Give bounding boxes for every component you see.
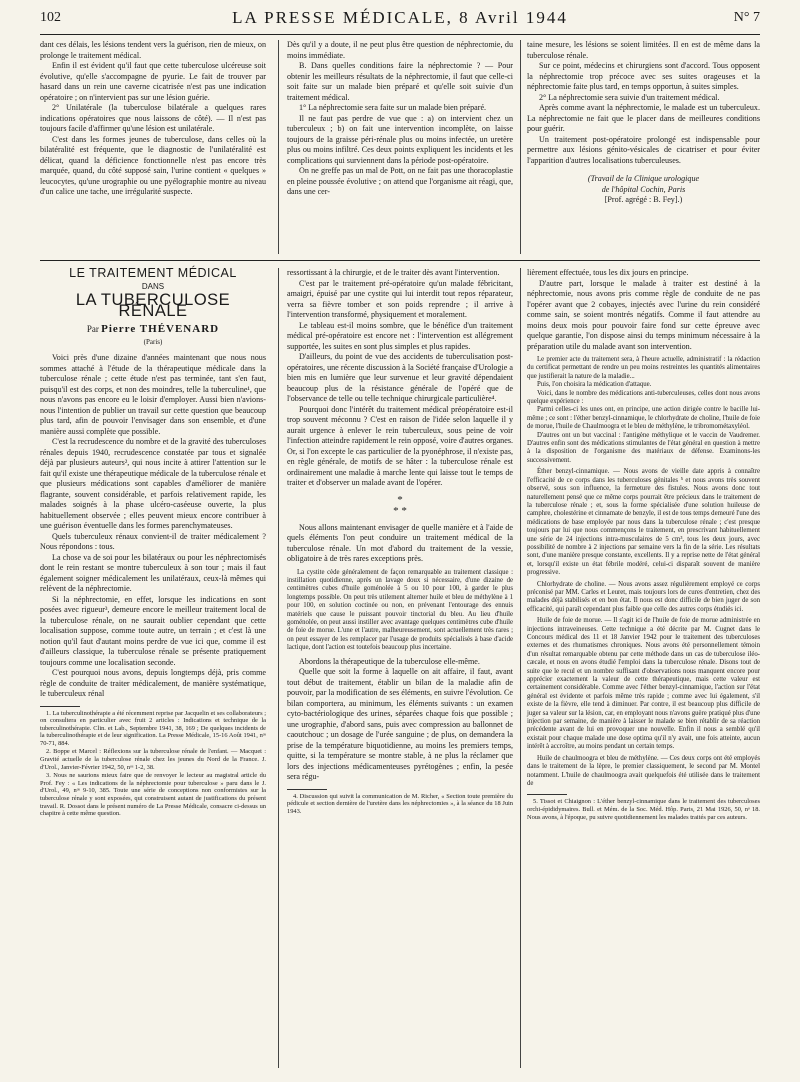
- section-rule: [40, 260, 760, 261]
- paragraph: Le premier acte du traitement sera, à l'heure actuelle, administratif : la rédaction du certificat permettant de rendre un peu moins restreintes les quantités alimentaires que justifierait la nature de la maladie...: [527, 356, 760, 380]
- footnote-rule: [40, 706, 80, 707]
- paragraph: Un traitement post-opératoire prolongé est indispensable pour permettre aux lésions génito-vésicales de cicatriser et pour éviter l'apparition d'autres localisations tuberculeuses.: [527, 134, 760, 165]
- paragraph: Huile de foie de morue. — Il s'agit ici de l'huile de foie de morue administrée en injections intraveineuses. Cette technique a été décrite par M. Cugnet dans le Concours médical des 11 et 18 Janvier 1942 pour le traitement des tuberculoses externes et des rhumatismes chroniques. Nous avons été personnellement témoin d'un résultat remarquable obtenu par cette méthode dans un cas de tuberculose iléo-cæcale, et nous en avons étudié l'emploi dans la tuberculose rénale. Disons tout de suite que le recul et un nombre suffisant d'observations nous manquent encore pour apprécier exactement la valeur de cette thérapeutique, mais cette valeur est certainement considérable. Comme avec l'éther benzyl-cinnamique, l'action sur l'état général est évidente et parfois même très rapide ; comme avec lui également, s'il existe de la fièvre, elle tend à diminuer. Par contre, il est beaucoup plus difficile de juger sa valeur sur la lésion, car, en employant nous n'avons guère pratiqué plus d'une injection par semaine, de manière à laisser le malade se bien rétablir de sa réaction précédente avant de lui en provoquer une nouvelle. Enfin il nous a semblé qu'il existait pour chaque malade une dose optima qu'il n'y avait, une fois atteinte, aucun intérêt à accroître, au moins pendant un certain temps.: [527, 617, 760, 751]
- header-rule: [40, 34, 760, 35]
- signature-line: (Travail de la Clinique urologique: [587, 174, 700, 183]
- paragraph: Quelle que soit la forme à laquelle on ait affaire, il faut, avant tout début de traitement, établir un bilan de la maladie afin de pouvoir, par la modification de ses éléments, en suivre l'évolution. Ce bilan comportera, au minimum, les éléments suivants : un examen cyto-bactériologique des urines, séparées chaque fois que possible ; une urographie, d'abord sans, puis avec compression au ballonnet de caoutchouc ; un dosage de l'urée sanguine ; de plus, on demandera la prise de la température biquotidienne, au moins les premiers temps, quitte, si la température se montre stable, à ne plus la réclamer que lors des injections médicamenteuses pyrétogènes ; enfin, la pesée sera régu-: [287, 667, 513, 782]
- paragraph: Sur ce point, médecins et chirurgiens sont d'accord. Tous opposent la néphrectomie trop précoce avec ses suites orageuses et la néphrectomie faite plus tard, en temps opportun, à suites simples.: [527, 61, 760, 91]
- article-column-1: [40, 268, 266, 819]
- paragraph: Puis, l'on choisira la médication d'attaque.: [537, 381, 652, 389]
- paragraph: C'est dans les formes jeunes de tuberculose, dans celles où la bilatéralité est fréquente, que le diagnostic de l'unilatéralité est délicat, quand la déficience fonctionnelle n'est pas encore très marquée, quand, du côté supposé sain, l'urine contient « quelques » leucocytes, qu'une urographie ou une pyélographie montre au niveau d'un calice une tache, une irrégularité suspecte.: [40, 134, 266, 196]
- top-column-1: [40, 40, 266, 198]
- paragraph: D'autre part, lorsque le malade à traiter est destiné à la néphrectomie, nous avons pris comme règle de conduite de ne pas l'opérer avant que 2 cobayes, injectés avec l'urine du rein considéré comme sain, se soient montrés négatifs. Comme il faut attendre au moins deux mois pour pouvoir faire fond sur cette épreuve avec quelque garantie, l'on dispose ainsi du temps minimum nécessaire à la préparation utile du malade avant son intervention.: [527, 278, 760, 351]
- footnote: 3. Nous ne saurions mieux faire que de renvoyer le lecteur au magistral article du Prof. Fey : « Les indications de la néphrectomie pour tuberculose » paru dans le J. d'Urol., 49, nᵒˢ 9-10, 385. Toute une série de conceptions non conformistes sur la tuberculose rénale y sont exposées, qui construisent autant de justifications du présent travail. R. Dossot dans le présent numéro de La Presse Médicale, consacre ci-dessus un chapitre à cette même question.: [40, 772, 266, 818]
- footnote: 4. Discussion qui suivit la communication de M. Richer, « Section toute première du pédicule et section dernière de l'uretère dans les néphrectomies », à la séance du 18 Juin 1943.: [287, 792, 513, 815]
- footnote-rule: [287, 789, 327, 790]
- section-break-stars: * * *: [393, 493, 407, 517]
- paragraph: lièrement effectuée, tous les dix jours en principe.: [527, 268, 689, 277]
- paragraph: Pourquoi donc l'intérêt du traitement médical préopératoire est-il trop souvent méconnu ? C'est en raison de l'idée selon laquelle il y aurait urgence à enlever le rein tuberculeux, sous peine de voir l'infection atteindre rapidement le rein opposé, voire d'autres organes. Or, si l'on excepte le cas particulier de la pyonéphrose, il n'existe pas, en règle générale, de motifs de se hâter : la tuberculose rénale est ordinairement une maladie à marche lente qui laisse tout le temps de traiter et d'observer un malade avant de l'opérer.: [287, 404, 513, 487]
- paragraph: Enfin il est évident qu'il faut que cette tuberculose ulcéreuse soit évolutive, qu'elle s'accompagne de pyurie. Le fait de trouver par hasard dans un rein une caverne cicatrisée n'est pas une indication opératoire ; on n'intervient pas sur une lésion guérie.: [40, 61, 266, 102]
- paragraph: C'est par le traitement pré-opératoire qu'un malade fébricitant, amaigri, épuisé par une cystite qui lui interdit tout repos réparateur, verra sa fièvre tomber et son poids reprendre ; il arrive à l'intervention transformé, physiquement et moralement.: [287, 278, 513, 319]
- column-divider: [278, 268, 279, 1068]
- signature-line: [Prof. agrégé : B. Fey].): [604, 195, 683, 204]
- top-column-2: [287, 40, 513, 198]
- paragraph: Nous allons maintenant envisager de quelle manière et à l'aide de quels éléments l'on peut conduire un traitement médical de la tuberculose rénale. Un mot d'abord du traitement de la vessie, obligatoire à de très rares exceptions près.: [287, 522, 513, 563]
- running-header: [40, 8, 760, 32]
- small-print-block: [527, 356, 760, 788]
- paragraph: C'est la recrudescence du nombre et de la gravité des tuberculoses rénales depuis 1940, recrudescence constatée par tous et signalée déjà par plusieurs auteurs², qui nous incite à attirer l'attention sur le fait qu'il existe une thérapeutique médicale de la tuberculose rénale et que plusieurs médications sont capables d'améliorer de manière flagrante, souvent considérable, et parfois relativement rapide, les malades soignés à la phase ulcéro-caséeuse ouverte, la plus habituellement observée ; elles peuvent mieux encore contribuer à une guérison éventuelle dans les formes parenchymateuses.: [40, 437, 266, 530]
- paragraph: Si la néphrectomie, en effet, lorsque les indications en sont posées avec rigueur³, demeure encore le meilleur traitement local de la tuberculose rénale, on ne saurait oublier cependant que cette localisation suppose, comme toute autre, un terrain ; et c'est là une notion qu'il faut d'autant moins perdre de vue ici que, comme il est d'ailleurs classique, la tuberculose rénale se présente pratiquement toujours comme une localisation seconde.: [40, 594, 266, 667]
- footnotes: [527, 798, 760, 821]
- paragraph: Abordons la thérapeutique de la tuberculose elle-même.: [299, 656, 480, 666]
- paragraph: Voici, dans le nombre des médications anti-tuberculeuses, celles dont nous avons quelque expérience :: [527, 389, 760, 406]
- author-line: [40, 324, 266, 335]
- article-title-line: DANS: [141, 281, 165, 291]
- footnotes: [40, 710, 266, 818]
- page-number: 102: [40, 10, 61, 25]
- author-affiliation: (Paris): [143, 337, 163, 346]
- paragraph: 1° La néphrectomie sera faite sur un malade bien préparé.: [299, 103, 487, 112]
- masthead: LA PRESSE MÉDICALE, 8 Avril 1944: [232, 8, 568, 27]
- paragraph: Huile de chaulmoogra et bleu de méthylène. — Ces deux corps ont été employés dans le traitement de la lèpre, le premier classiquement, le second par M. Montel notamment. L'huile de chaulmoogra avait quelquefois été utilisée dans le traitement de: [527, 754, 760, 787]
- article-column-2: [287, 268, 513, 816]
- paragraph: 2° Unilatérale (la tuberculose bilatérale a quelques rares indications opératoires que nous laissons de côté). — Il n'est pas toujours facile d'affirmer qu'une lésion est unilatérale.: [40, 103, 266, 133]
- footnote: 2. Boppe et Marcel : Réflexions sur la tuberculose rénale de l'enfant. — Macquet : Gravité actuelle de la tuberculose rénale chez les jeunes du Nord de la France. J. d'Urol., Janvier-Février 1942, 50, nᵒˢ 1-2, 38.: [40, 748, 266, 771]
- paragraph: Éther benzyl-cinnamique. — Nous avons de vieille date appris à connaître l'efficacité de ce corps dans les tuberculoses génitales ⁵ et nous avons très souvent observé, sous son influence, la fermeture des fistules. Nous avons donc tout naturellement pensé que ce même corps pourrait être précieux dans le traitement de la tuberculose rénale ; et, sous la forme spécialisée d'une solution huileuse de camphre, cholestérine et cinnamate de benzyle, il est de tous temps demeuré l'une des médications de base employée par nous dans la tuberculose rénale ; c'est presque toujours par lui que nous commençons le traitement, en prescrivant habituellement une série de 24 injections intra-musculaires de 5 cm³, tous les deux jours, avec possibilité de nombre à 2 injections par semaine vers la fin de la série. Les résultats sont, d'une manière presque constante, excellents. Il y a reprise nette de l'état général et, lorsqu'il existe un état fébrile modéré, celui-ci disparaît souvent de manière progressive.: [527, 468, 760, 577]
- paragraph: Quels tuberculeux rénaux convient-il de traiter médicalement ? Nous répondons : tous.: [40, 531, 266, 551]
- paragraph: dant ces délais, les lésions tendent vers la guérison, rien de mieux, on prolonge le traitement médical.: [40, 40, 266, 60]
- column-divider: [520, 40, 521, 254]
- paragraph: 2° La néphrectomie sera suivie d'un traitement médical.: [539, 92, 720, 102]
- article-title-line: LA TUBERCULOSE RÉNALE: [75, 291, 231, 320]
- small-print-block: [287, 569, 513, 653]
- paragraph: taine mesure, les lésions se soient limitées. Il en est de même dans la tuberculose rénale.: [527, 40, 760, 60]
- issue-number: N° 7: [733, 10, 760, 25]
- footnote: 5. Tissot et Chiaignon : L'éther benzyl-cinnamique dans le traitement des tuberculoses orchi-épididymaires. Bull. et Mém. de la Soc. Méd. Hôp. Paris, 21 Mai 1926, 50, nᵒ 18. Nous avons, à l'époque, pu suivre quotidiennement les malades traités par ces auteurs.: [527, 798, 760, 821]
- author-prefix: Par: [86, 324, 99, 334]
- paragraph: Il ne faut pas perdre de vue que : a) on intervient chez un tuberculeux ; b) on fait une intervention incomplète, on laisse toujours de la graisse péri-rénale plus ou moins infectée, un uretère plus ou moins infiltré. Ces deux points expliquent les incidents et les complications qui surviennent dans la période post-opératoire.: [287, 113, 513, 165]
- signature-block: [527, 174, 760, 206]
- footnote: 1. La tuberculinothérapie a été récemment reprise par Jacquelin et ses collaborateurs ; on consultera en particulier avec fruit 2 articles : Indications et technique de la tuberculinothérapie. Clin. et Lab., Septembre 1941, 38, 169 ; De quelques incidents de la tuberculinothérapie et de leur signification. La Presse Médicale, 15-16 Août 1941, nᵒˢ 70-71, 884.: [40, 709, 266, 747]
- footnotes: [287, 793, 513, 816]
- paragraph: Dès qu'il y a doute, il ne peut plus être question de néphrectomie, du moins immédiate.: [287, 40, 513, 60]
- article-column-3: [527, 268, 760, 822]
- footnote-rule: [527, 794, 567, 795]
- paragraph: ressortissant à la chirurgie, et de le traiter dès avant l'intervention.: [287, 268, 500, 277]
- article-title-line: LE TRAITEMENT MÉDICAL: [69, 266, 237, 280]
- paragraph: D'autres ont un but vaccinal : l'antigène méthylique et le vaccin de Vaudremer. D'autres enfin sont des médications stimulantes de l'état général en question à mettre à la disposition de l'organisme des matériaux de défense. Examinons-les successivement.: [527, 431, 760, 464]
- paragraph: Parmi celles-ci les unes ont, en principe, une action dirigée contre le bacille lui-même ; ce sont : l'éther benzyl-cinnamique, le chlorhydrate de choline, l'huile de foie de morue, l'huile de Chaulmoogra et le bleu de méthylène, le tribromométaxyléol.: [527, 406, 760, 431]
- top-column-3: [527, 40, 760, 206]
- paragraph: La cystite cède généralement de façon remarquable au traitement classique : instillation quotidienne, après un lavage doux si nécessaire, d'une dizaine de centimètres cubes d'huile goménolée à 5 ou 10 pour 100, à garder le plus longtemps possible. On peut très utilement alterner huile et bleu de méthylène à 1 pour 100, en solution coctinée ou non, en prévenant l'entourage des ennuis matériels que cause le puissant pouvoir tinctorial du bleu. Au lieu d'huile goménolée, on peut aussi instiller avec avantage quelques centimètres cube d'huile de foie de morue. L'une et l'autre, malheureusement, sont actuellement très rares ; on peut essayer de les remplacer par l'usage de produits spécialisés à base d'acide lactique, dont l'action est toutefois beaucoup plus incertaine.: [287, 568, 513, 652]
- paragraph: C'est pourquoi nous avons, depuis longtemps déjà, pris comme règle de conduite de traiter médicalement, de manière systématique, le tuberculeux rénal: [40, 668, 266, 698]
- paragraph: On ne greffe pas un mal de Pott, on ne fait pas une thoracoplastie en pleine poussée évolutive ; on attend que l'organisme ait réagi, que, dans une cer-: [287, 166, 513, 196]
- paragraph: Après comme avant la néphrectomie, le malade est un tuberculeux. La néphrectomie ne fait que le placer dans de meilleures conditions pour guérir.: [527, 103, 760, 133]
- column-divider: [520, 268, 521, 1068]
- article-title-block: [40, 268, 266, 347]
- paragraph: Voici près d'une dizaine d'années maintenant que nous nous sommes attaché à l'étude de la thérapeutique médicale dans la tuberculose rénale ; cette étude n'est pas terminée, tant s'en faut, puisqu'il est des corps, et non des moindres, telle la tuberculine¹, que nous n'avons pas encore eu le loisir d'employer. Aussi bien n'avions-nous l'intention de publier un travail sur cette question que beaucoup plus tard, afin de pouvoir l'envisager dans son ensemble, et d'une manière aussi complète que possible.: [40, 353, 266, 436]
- signature-line: de l'hôpital Cochin, Paris: [601, 184, 686, 194]
- paragraph: B. Dans quelles conditions faire la néphrectomie ? — Pour obtenir les meilleurs résultats de la néphrectomie, il faut que celle-ci soit faite sur un malade bien préparé et qu'elle soit suivie d'un traitement médical.: [287, 61, 513, 102]
- paragraph: Le tableau est-il moins sombre, que le bénéfice d'un traitement médical pré-opératoire est encore net : l'intervention est allégrement supportée, les suites en sont plus simples et plus rapides.: [287, 320, 513, 351]
- paragraph: D'ailleurs, du point de vue des accidents de tuberculisation post-opératoires, une récente discussion à la Société française d'Urologie a bien mis en lumière que leur survenue et leur gravité dépendaient beaucoup plus de la résistance générale de l'opéré que de l'observance de telle ou telle technique chirurgicale particulière⁴.: [287, 352, 513, 403]
- paragraph: Chlorhydrate de choline. — Nous avons assez régulièrement employé ce corps préconisé par MM. Carles et Leuret, mais toujours lors de cures d'entretien, chez des malades déjà stabilisés et en bon état. Il nous est donc difficile de bien juger de son efficacité, qui paraît cependant plus faible que celle des autres corps étudiés ici.: [527, 580, 760, 613]
- author-name: Pierre THÉVENARD: [101, 323, 220, 335]
- paragraph: La chose va de soi pour les bilatéraux ou pour les néphrectomisés dont le rein restant se montre tuberculeux à son tour ; mais il faut également soigner médicalement les unilatéraux, ceux-là mêmes qui relèvent de la néphrectomie.: [40, 552, 266, 593]
- column-divider: [278, 40, 279, 254]
